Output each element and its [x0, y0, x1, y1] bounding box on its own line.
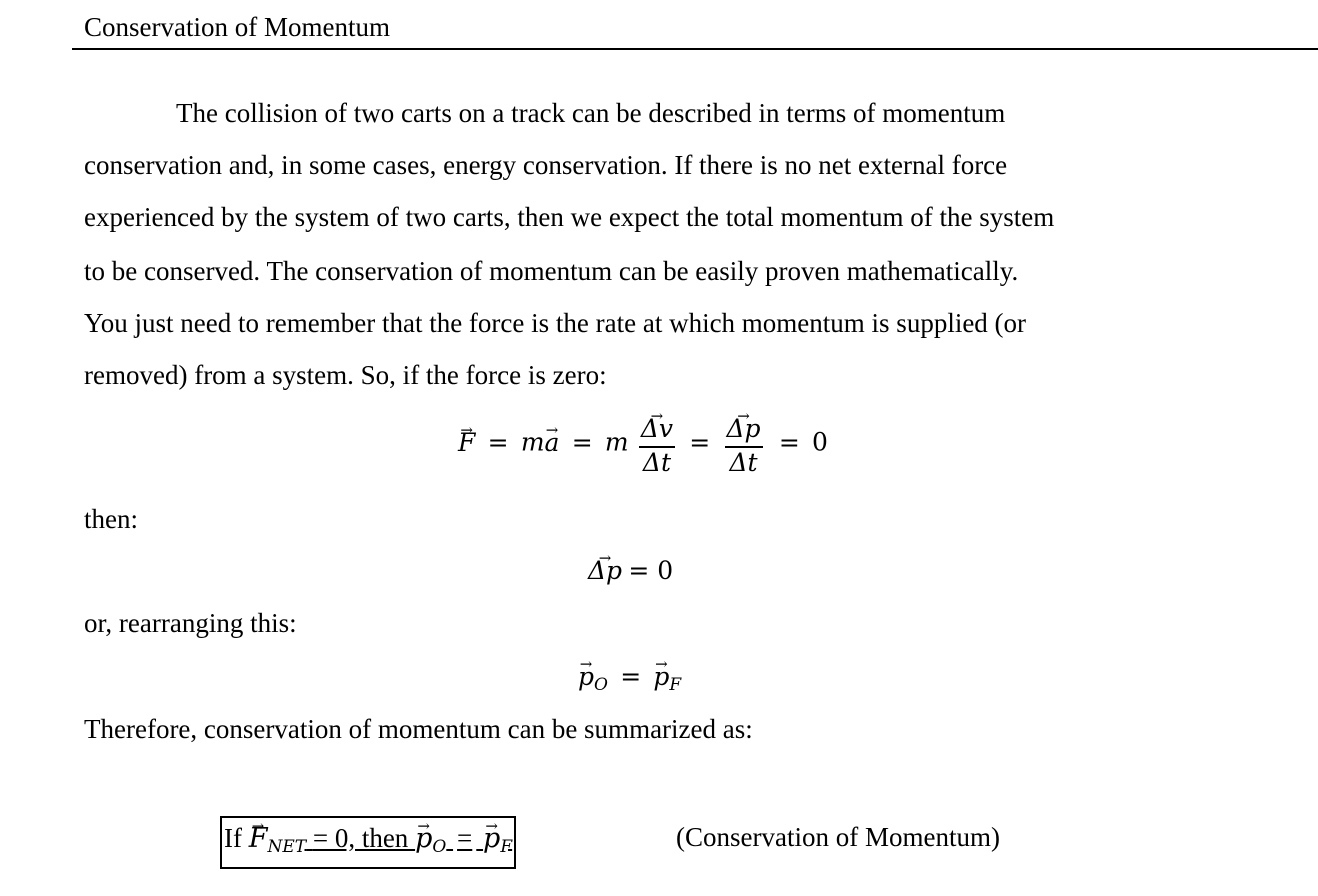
equals-sign: =	[620, 662, 642, 691]
equals-sign: =	[571, 427, 593, 457]
rearranging-text: or, rearranging this:	[84, 608, 297, 638]
summary-boxed-equation	[220, 816, 516, 869]
final-momentum-symbol: → p	[653, 662, 669, 692]
equals-sign: =	[778, 427, 800, 457]
paragraph-line-1: The collision of two carts on a track can be described in terms of momentum	[176, 98, 1006, 128]
initial-subscript: O	[594, 675, 608, 695]
paragraph-line-3: experienced by the system of two carts, then we expect the total momentum of the system	[84, 202, 1055, 232]
final-subscript: F	[500, 837, 513, 857]
equals-sign: =	[487, 427, 509, 457]
delta-v-numerator: → Δv	[639, 414, 675, 448]
therefore-text: Therefore, conservation of momentum can be summarized as:	[84, 714, 753, 744]
final-subscript: F	[669, 675, 682, 695]
initial-momentum-symbol: → p	[415, 819, 432, 859]
equals-zero: = 0	[628, 556, 674, 585]
mass-symbol: m	[604, 427, 629, 457]
summary-middle: = 0, then	[312, 823, 416, 853]
dv-dt-fraction	[639, 414, 675, 476]
summary-underlined	[248, 823, 513, 857]
dp-dt-fraction	[725, 414, 763, 476]
delta-t-denominator: Δt	[642, 448, 671, 477]
then-text: then:	[84, 504, 138, 534]
initial-momentum-symbol: → p	[578, 662, 594, 692]
equation-delta-p-zero	[588, 556, 673, 587]
acceleration-symbol: → a	[545, 428, 560, 458]
paragraph-line-2: conservation and, in some cases, energy conservation. If there is no net external force	[84, 150, 1008, 180]
force-symbol: → F	[458, 428, 475, 458]
equation-label: (Conservation of Momentum)	[676, 822, 1000, 852]
net-force-symbol: → F	[249, 819, 268, 859]
equation-newton-second-law	[458, 414, 828, 476]
paragraph-line-6: removed) from a system. So, if the force is zero:	[84, 360, 607, 390]
equation-momentum-equality	[578, 662, 681, 700]
mass-symbol: m	[520, 427, 545, 457]
equals-sign: =	[457, 823, 473, 853]
summary-prefix: If	[224, 823, 249, 853]
header-title: Conservation of Momentum	[84, 12, 390, 42]
equals-sign: =	[689, 427, 711, 457]
paragraph-line-4: to be conserved. The conservation of momentum can be easily proven mathematically.	[84, 256, 1019, 286]
delta-p-symbol: → Δp	[588, 556, 622, 586]
zero-value: 0	[812, 427, 828, 457]
paragraph-line-5: You just need to remember that the force is the rate at which momentum is supplied (or	[84, 308, 1027, 338]
final-momentum-symbol: → p	[483, 819, 500, 859]
delta-t-denominator: Δt	[729, 448, 758, 477]
initial-subscript: O	[432, 837, 447, 857]
net-subscript: NET	[267, 837, 307, 857]
header-rule	[72, 48, 1318, 50]
delta-p-numerator: → Δp	[725, 414, 763, 448]
